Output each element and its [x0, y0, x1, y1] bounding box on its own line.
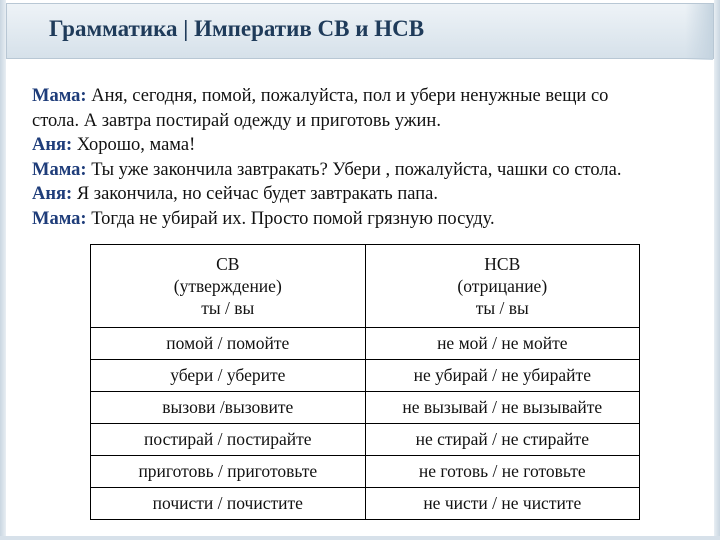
table-row — [91, 392, 640, 424]
table-header-line: ты / вы — [475, 298, 529, 318]
table-cell: не готовь / не готовьте — [365, 456, 639, 488]
imperative-table — [90, 244, 640, 520]
dialogue-line — [32, 207, 702, 232]
table-cell: почисти / почистите — [91, 488, 366, 520]
table-cell: не мой / не мойте — [365, 328, 639, 360]
slide-frame-left — [0, 0, 6, 540]
table-cell: не чисти / не чистите — [365, 488, 639, 520]
dialogue-line-text: Хорошо, мама! — [72, 135, 196, 155]
table-row — [91, 488, 640, 520]
table-cell: помой / помойте — [91, 328, 366, 360]
speaker-label: Аня: — [32, 135, 73, 155]
dialogue-line — [32, 133, 702, 158]
table-header-line: НСВ — [484, 254, 521, 274]
speaker-label: Мама: — [32, 159, 87, 180]
dialogue-line-text: Я закончила, но сейчас будет завтракать папа. — [72, 184, 438, 204]
header-accent-decoration — [685, 4, 713, 60]
table-cell: не убирай / не убирайте — [365, 360, 639, 392]
table-cell: постирай / постирайте — [91, 424, 366, 456]
table-cell: вызови /вызовите — [91, 392, 366, 424]
speaker-label: Мама: — [32, 86, 87, 106]
table-cell: приготовь / приготовьте — [91, 456, 366, 488]
table-row — [91, 424, 640, 456]
table-cell: не стирай / не стирайте — [365, 424, 639, 456]
table-cell: убери / уберите — [91, 360, 366, 392]
page-title: Грамматика | Императив СВ и НСВ — [49, 16, 425, 41]
dialogue-line-text: стола. А завтра постирай одежду и приготовь ужин. — [32, 110, 441, 131]
table-cell: не вызывай / не вызывайте — [365, 392, 639, 424]
slide-frame-right — [714, 0, 720, 540]
dialogue-line — [32, 182, 702, 207]
table-header-line: (отрицание) — [457, 276, 548, 296]
table-row — [91, 328, 640, 360]
speaker-label: Аня: — [32, 184, 73, 204]
table-header-sv — [91, 245, 366, 328]
table-header-line: ты / вы — [201, 298, 255, 318]
speaker-label: Мама: — [32, 208, 87, 229]
table-header-row — [91, 245, 640, 328]
dialogue-line — [32, 84, 702, 109]
table-row — [91, 456, 640, 488]
dialogue-line — [32, 158, 702, 183]
table-header-nsv — [365, 245, 639, 328]
slide-frame-bottom — [0, 536, 720, 540]
dialogue-line — [32, 109, 702, 134]
slide-header — [6, 3, 714, 59]
dialogue-text — [32, 84, 702, 231]
dialogue-line-text: Ты уже закончила завтракать? Убери , пожалуйста, чашки со стола. — [86, 159, 622, 180]
table-row — [91, 360, 640, 392]
dialogue-line-text: Аня, сегодня, помой, пожалуйста, пол и убери ненужные вещи со — [86, 86, 609, 106]
dialogue-line-text: Тогда не убирай их. Просто помой грязную посуду. — [86, 208, 495, 229]
table-header-line: (утверждение) — [173, 276, 282, 296]
table-header-line: СВ — [216, 254, 240, 274]
